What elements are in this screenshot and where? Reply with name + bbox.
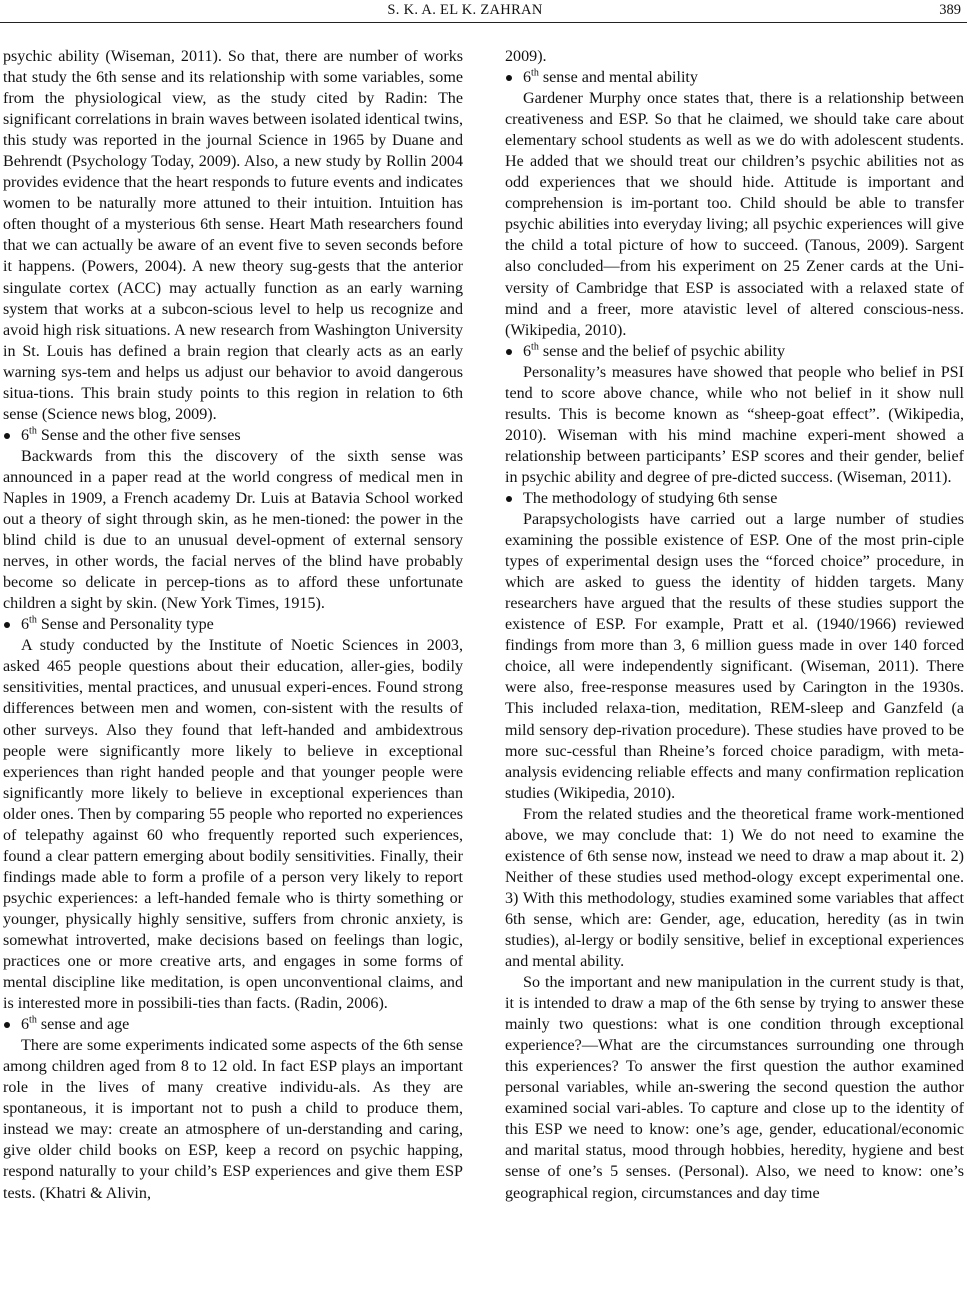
- header-rule: [0, 22, 967, 23]
- left-column: [3, 46, 463, 1204]
- paragraph: So the important and new manipulation in the current study is that, it is intended to draw a map of the 6th sense by trying to answer these mainly two questions: what is one condition through exceptional experience?—What are the circumstances surrounding one through this experiences? To answer the first question the author examined personal variables, while an-swering the second question the author examined social vari-ables. To capture and close up to the identity of this ESP we need to know: one’s age, gender, educational/economic and marital status, mood through hobbies, heredity, hygiene and best sense of one’s 5 senses. (Personal). Also, we need to know: one’s geographical region, circumstances and day time: [505, 974, 964, 1202]
- paragraph: There are some experiments indicated some aspects of the 6th sense among children aged from 8 to 12 old. In fact ESP plays an important role in the lives of many creative individu-als. As they are spontaneous, it is important not to push a child to produce them, instead we may: create an atmosphere of un-derstanding and caring, give older child books on ESP, keep a record on psychic happing, respond naturally to your child’s ESP experiences and give them ESP tests. (Khatri & Alivin,: [3, 1037, 463, 1202]
- bullet-heading-belief: 6th sense and the belief of psychic ability: [505, 341, 964, 362]
- paragraph: Backwards from this the discovery of the sixth sense was announced in a paper read at the world congress of medical men in Naples in 1909, a French academy Dr. Luis at Batavia School worked out a theory of sight through skin, as he men-tioned: the power in the blind child is due to an unusual devel-opment of external sensory nerves, in other words, the facial nerves of the blind have probably become so delicate in percep-tions as to afford these unfortunate children a sight by skin. (New York Times, 1915).: [3, 447, 463, 613]
- bullet-heading-mental-ability: 6th sense and mental ability: [505, 67, 964, 88]
- paragraph: A study conducted by the Institute of Noetic Sciences in 2003, asked 465 people questions about their education, aller-gies, bodily sensitivities, mental practices, and unusual experi-ences. Found strong differences between men and women, con-sistent with the results of other surveys. Also they found that left-handed and ambidextrous people were significantly more likely to believe in exceptional experiences than right handed people and that younger people were significantly more likely to believe in exceptional experiences than older ones. Then by comparing 55 people who reported no experiences of telepathy against 60 who frequently reported such experiences, found a clear pattern emerging about bodily sensitivities. Finally, their findings made able to form a profile of a person very likely to report psychic experiences: a left-handed female who is thirty something or younger, physically highly sensitive, suffers from chronic anxiety, is somewhat introverted, make decisions based on feelings than logic, practices one or more creative arts, and engages in some forms of mental discipline like meditation, is open unconventional claims, and is interested more in possibili-ties than facts. (Radin, 2006).: [3, 637, 463, 1013]
- right-column: [505, 46, 964, 1204]
- bullet-heading-personality: 6th Sense and Personality type: [3, 614, 463, 635]
- running-head-author: S. K. A. EL K. ZAHRAN: [387, 2, 543, 18]
- running-head: [0, 0, 967, 24]
- bullet-heading-age: 6th sense and age: [3, 1014, 463, 1035]
- paragraph: 2009).: [505, 48, 547, 65]
- page-number: 389: [939, 2, 961, 18]
- paragraph: psychic ability (Wiseman, 2011). So that, there are number of works that study the 6th sense and its relationship with some variables, some from the physiological view, as the study cited by Radin: The significant correlations in brain waves between isolated identical twins, this study was reported in the journal Science in 1965 by Duane and Behrendt (Psychology Today, 2009). Also, a new study by Rollin 2004 provides evidence that the heart responds to future events and indicates women to be naturally more attuned to their intuition. Intuition has often thought of a mysterious 6th sense. Heart Math researchers found that we can actually be aware of an event five to seven seconds before it happens. (Powers, 2004). A new theory sug-gests that the anterior singulate cortex (ACC) may actually function as an early warning system that works at a subcon-scious level to help us recognize and avoid high risk situations. A new research from Washington University in St. Louis has defined a brain region that clearly acts as an early warning sys-tem and helps us adjust our behavior to avoid dangerous situa-tions. This brain study points to this region in relation to 6th sense (Science news blog, 2009).: [3, 48, 463, 423]
- paragraph: Personality’s measures have showed that people who belief in PSI tend to score above chance, while who not belief in it show null results. This is become known as “sheep-goat effect”. (Wikipedia, 2010). Wiseman with his mind machine experi-ment showed a relationship between participants’ ESP scores and their gender, belief in psychic ability and degree of pre-dicted success. (Wiseman, 2011).: [505, 363, 964, 486]
- paragraph: Gardener Murphy once states that, there is a relationship between creativeness and ESP. So that he claimed, we should take care about elementary school students as well as we do with adolescent students. He added that we should treat our children’s psychic abilities not as odd experiences that we should hide. Attitude is important and comprehension is im-portant too. Child should be able to transfer psychic abilities into everyday living; all psychic experiences will give the child a total picture of how to succeed. (Tanous, 2009). Sargent also concluded—from his experiment on 25 Zener cards at the Uni-versity of Cambridge that ESP is associated with a relaxed state of mind and a freer, more atavistic level of altered conscious-ness. (Wikipedia, 2010).: [505, 90, 964, 339]
- bullet-heading-other-senses: 6th Sense and the other five senses: [3, 425, 463, 446]
- paragraph: From the related studies and the theoretical frame work-mentioned above, we may conclude that: 1) We do not need to examine the existence of 6th sense now, instead we need to draw a map about it. 2) Neither of these studies used method-ology except experimental one. 3) With this methodology, studies examined some variables that affect 6th sense, which are: Gender, age, education, heredity (as in twin studies), al-lergy or bodily sensitive, belief in exceptional experiences and mental ability.: [505, 805, 964, 971]
- bullet-heading-methodology: The methodology of studying 6th sense: [505, 488, 964, 509]
- paragraph: Parapsychologists have carried out a large number of studies examining the possible existence of ESP. One of the most prin-ciple types of experimental design uses the “forced choice” procedure, in which are asked to guess the identity of hidden targets. Many researchers have argued that the results of these studies support the existence of ESP. For example, Pratt et al. (1940/1966) reviewed findings from more than 3, 6 million guess made in over 140 forced choice, all were independently significant. (Wiseman, 2011). There were also, free-response measures used by Carington in the 1930s. This included relaxa-tion, meditation, REM-sleep and Ganzfeld (a mild sensory dep-rivation procedure). These studies have proved to be more suc-cessful than Rheine’s forced choice paradigm, with meta-analysis evidencing reliable effects and many confirmation replication studies (Wikipedia, 2010).: [505, 511, 964, 802]
